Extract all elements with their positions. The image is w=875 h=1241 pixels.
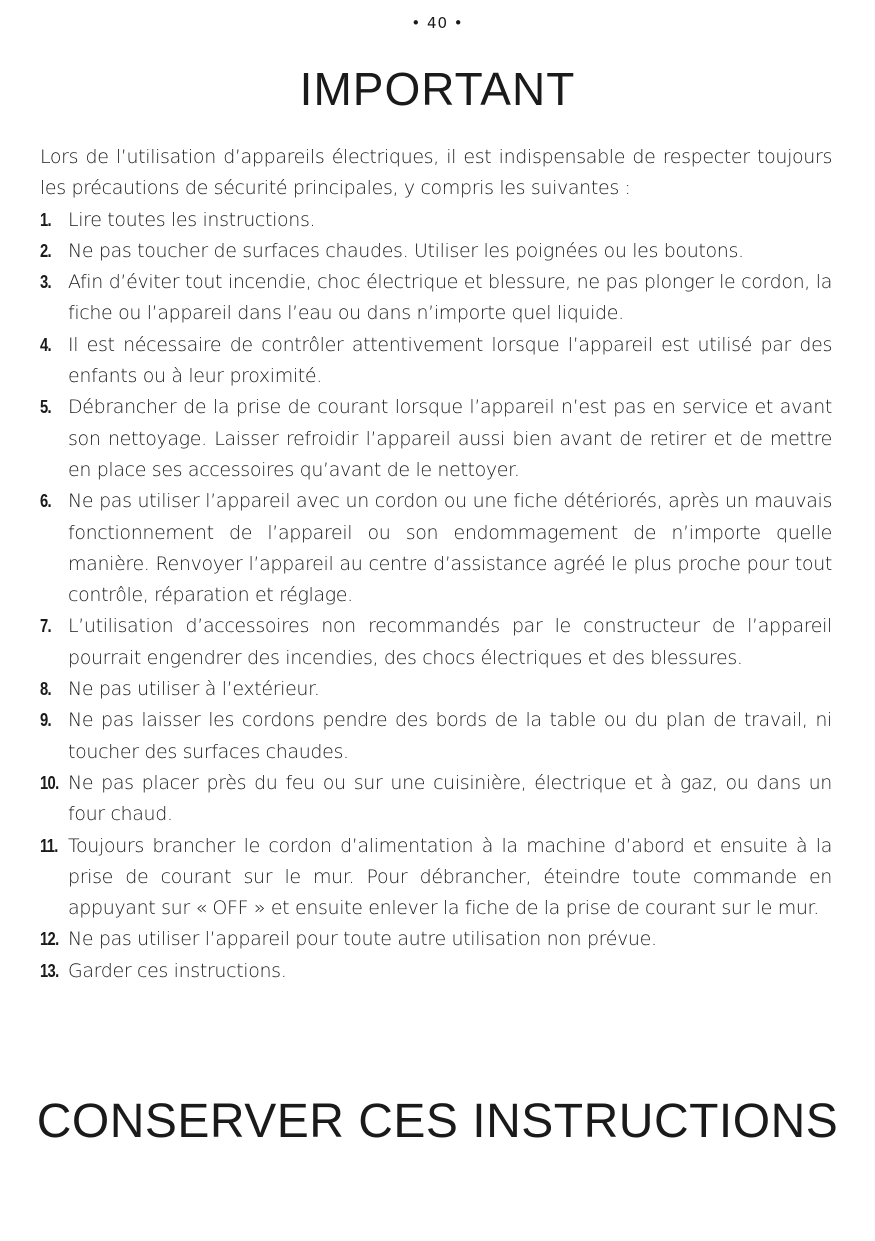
list-item-number: 8.	[40, 679, 52, 700]
list-item	[40, 768, 832, 831]
list-item-text: Ne pas laisser les cordons pendre des bords de la table ou du plan de travail, ni toucher des surfaces chaudes.	[68, 709, 832, 763]
list-item-number: 2.	[40, 240, 52, 261]
page-number: • 40 •	[411, 14, 464, 32]
list-item	[40, 956, 832, 987]
list-item	[40, 674, 832, 705]
list-item-number: 6.	[40, 491, 52, 512]
list-item	[40, 611, 832, 674]
list-item-text: Ne pas placer près du feu ou sur une cuisinière, électrique et à gaz, ou dans un four chaud.	[68, 771, 832, 826]
list-item-number: 13.	[40, 960, 59, 981]
list-item	[40, 236, 832, 267]
list-item	[40, 486, 832, 611]
safety-content	[40, 142, 832, 987]
footer-heading: CONSERVER CES INSTRUCTIONS	[36, 1095, 839, 1148]
list-item-text: Garder ces instructions.	[68, 959, 287, 982]
list-item-text: Ne pas utiliser l’appareil pour toute autre utilisation non prévue.	[68, 928, 657, 951]
list-item-text: Ne pas utiliser l’appareil avec un cordon ou une fiche détériorés, après un mauvais fonctionnement de l’appareil ou son endommagement de n’importe quelle manière. Renvoyer l’appareil au centre d’assistance agréé le plus proche pour tout contrôle, réparation et réglage.	[68, 490, 832, 607]
list-item-number: 5.	[40, 397, 52, 418]
list-item-number: 7.	[40, 616, 52, 637]
list-item-number: 11.	[40, 835, 58, 856]
list-item-text: Il est nécessaire de contrôler attentivement lorsque l’appareil est utilisé par des enfants ou à leur proximité.	[68, 333, 832, 388]
list-item-number: 3.	[40, 272, 52, 293]
list-item-text: Afin d’éviter tout incendie, choc électrique et blessure, ne pas plonger le cordon, la fiche ou l’appareil dans l’eau ou dans n’importe quel liquide.	[68, 271, 832, 325]
safety-rules-list	[40, 205, 832, 987]
list-item	[40, 330, 832, 393]
list-item	[40, 831, 832, 925]
list-item-number: 9.	[40, 710, 52, 731]
list-item-text: Débrancher de la prise de courant lorsque l’appareil n’est pas en service et avant son nettoyage. Laisser refroidir l’appareil aussi bien avant de retirer et de mettre en place ses accessoires qu’avant de le nettoyer.	[68, 396, 832, 481]
list-item-number: 1.	[40, 209, 52, 230]
list-item-text: L’utilisation d’accessoires non recommandés par le constructeur de l’appareil pourrait engendrer des incendies, des chocs électriques et des blessures.	[68, 615, 832, 669]
intro-paragraph: Lors de l’utilisation d’appareils électriques, il est indispensable de respecter toujours les précautions de sécurité principales, y compris les suivantes :	[40, 146, 832, 200]
list-item-text: Lire toutes les instructions.	[68, 208, 316, 231]
page-title: IMPORTANT	[299, 63, 576, 115]
list-item-text: Toujours brancher le cordon d’alimentation à la machine d’abord et ensuite à la prise de courant sur le mur. Pour débrancher, éteindre toute commande en appuyant sur « OFF » et ensuite enlever la fiche de la prise de courant sur le mur.	[68, 834, 832, 920]
list-item	[40, 924, 832, 955]
list-item-number: 10.	[40, 772, 59, 793]
list-item	[40, 705, 832, 768]
list-item-text: Ne pas toucher de surfaces chaudes. Utiliser les poignées ou les boutons.	[68, 239, 744, 262]
list-item-text: Ne pas utiliser à l’extérieur.	[68, 678, 320, 701]
list-item-number: 4.	[40, 334, 52, 355]
list-item	[40, 392, 832, 486]
list-item	[40, 205, 832, 236]
list-item-number: 12.	[40, 929, 59, 950]
list-item	[40, 267, 832, 330]
